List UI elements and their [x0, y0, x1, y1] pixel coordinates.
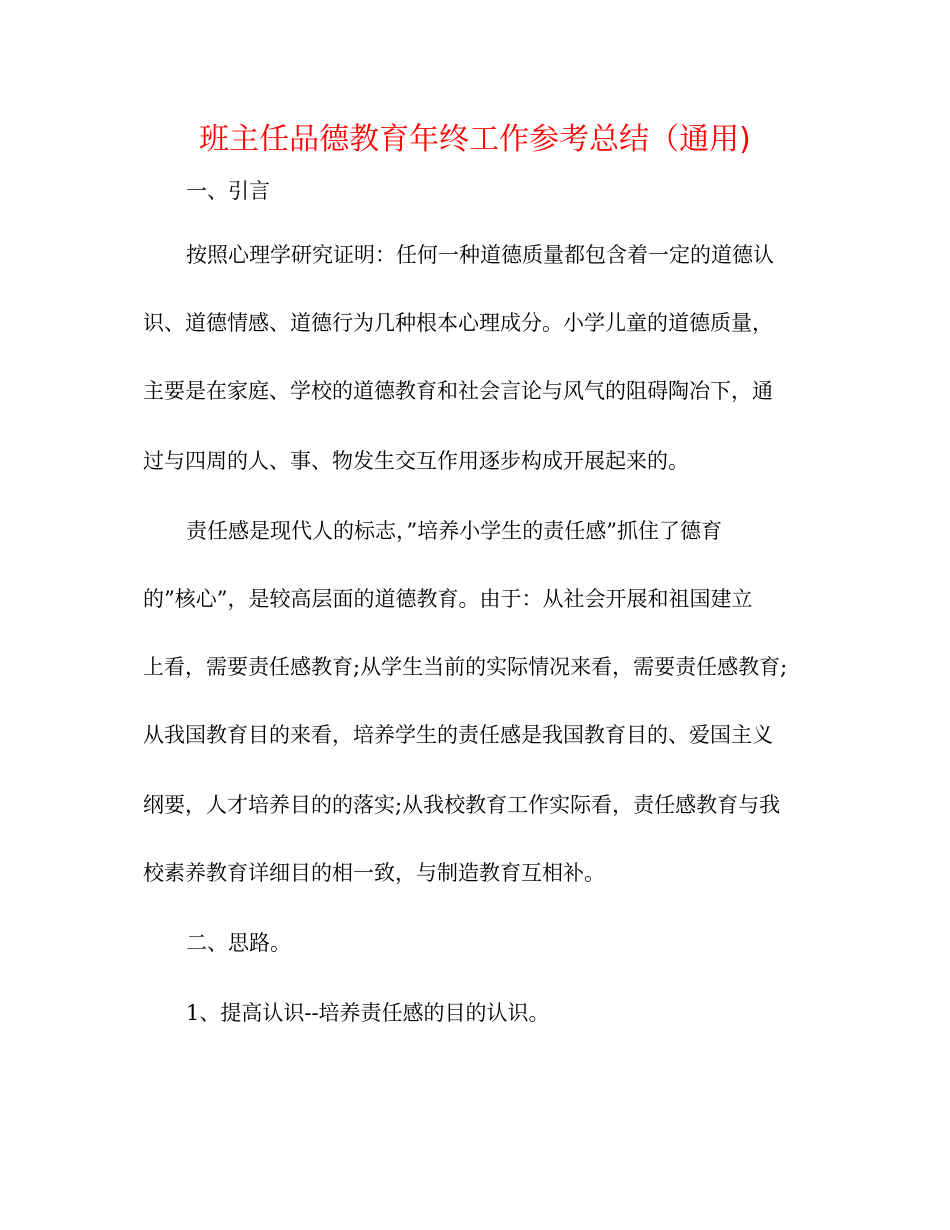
document-title: 班主任品德教育年终工作参考总结（通用) — [199, 122, 751, 157]
paragraph-line: 从我国教育目的来看，培养学生的责任感是我国教育目的、爱国主义 — [143, 723, 773, 747]
paragraph-line: 识、道德情感、道德行为几种根本心理成分。小学儿童的道德质量， — [143, 311, 773, 335]
paragraph-line: 上看，需要责任感教育;从学生当前的实际情况来看，需要责任感教育; — [143, 655, 788, 679]
paragraph-line: 的”核心”，是较高层面的道德教育。由于：从社会开展和祖国建立 — [143, 587, 753, 611]
list-item: 1、提高认识--培养责任感的目的认识。 — [186, 1001, 550, 1025]
section-heading-intro: 一、引言 — [186, 179, 270, 203]
paragraph-line: 按照心理学研究证明：任何一种道德质量都包含着一定的道德认 — [186, 243, 774, 267]
paragraph-line: 主要是在家庭、学校的道德教育和社会言论与风气的阻碍陶冶下，通 — [143, 379, 773, 403]
paragraph-line: 纲要，人才培养目的的落实;从我校教育工作实际看，责任感教育与我 — [143, 793, 781, 817]
paragraph-line: 过与四周的人、事、物发生交互作用逐步构成开展起来的。 — [143, 449, 689, 473]
paragraph-line: 校素养教育详细目的相一致，与制造教育互相补。 — [143, 861, 605, 885]
section-heading-approach: 二、思路。 — [186, 931, 291, 955]
paragraph-line: 责任感是现代人的标志，”培养小学生的责任感”抓住了德育 — [186, 519, 722, 543]
